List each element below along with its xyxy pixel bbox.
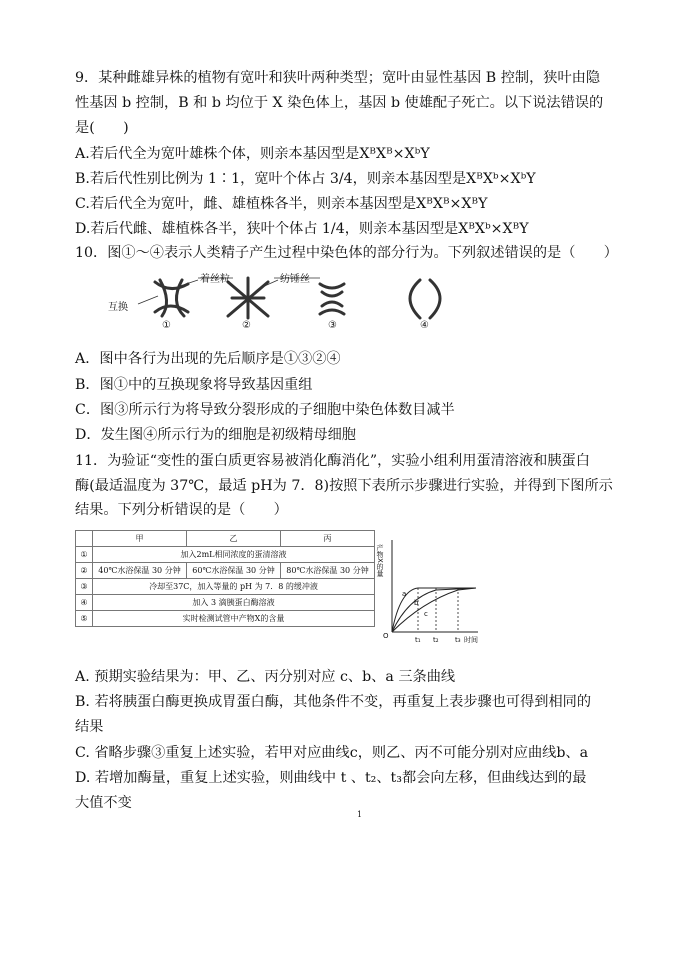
step-cell: 40℃水浴保温 30 分钟	[93, 563, 187, 579]
step-cell: 冷却至37C，加入等量的 pH 为 7．8 的缓冲液	[93, 579, 375, 595]
q10-option-c: C．图③所示行为将导致分裂形成的子细胞中染色体数目减半	[75, 402, 455, 418]
step-number: ④	[76, 595, 93, 611]
table-row	[76, 579, 375, 595]
q9-option-b: B.若后代性别比例为 1∶1，宽叶个体占 3/4，则亲本基因型是XᴮXᵇ×XᵇY	[75, 171, 536, 187]
q9-stem-line2: 性基因 b 控制，B 和 b 均位于 X 染色体上，基因 b 使雄配子死亡。以下说法错误的	[75, 95, 604, 111]
tick-t2: t₂	[433, 636, 439, 644]
tick-t1: t₁	[415, 636, 421, 644]
table-row	[76, 611, 375, 627]
q11-stem-line1: 11．为验证“变性的蛋白质更容易被消化酶消化”，实验小组利用蛋清溶液和胰蛋白	[75, 453, 590, 469]
table-corner-cell	[76, 531, 93, 547]
q9-option-a: A.若后代全为宽叶雄株个体，则亲本基因型是XᴮXᴮ×XᵇY	[75, 146, 430, 162]
label-chiasma: 互换	[108, 302, 128, 313]
q11-option-d-line1: D. 若增加酶量，重复上述实验，则曲线中 t 、t₂、t₃都会向左移，但曲线达到的最	[75, 770, 587, 786]
graph-xlabel: 时间	[464, 636, 478, 644]
q10-option-a: A．图中各行为出现的先后顺序是①③②④	[75, 351, 341, 367]
tick-t3: t₃	[455, 636, 461, 644]
product-time-graph	[378, 530, 488, 645]
q10-option-d: D．发生图④所示行为的细胞是初级精母细胞	[75, 427, 356, 443]
table-row	[76, 563, 375, 579]
label-chromatid: 着丝粒	[200, 274, 230, 285]
chromosome-behavior-figure	[100, 272, 460, 330]
q10-option-b: B．图①中的互换现象将导致基因重组	[75, 377, 313, 393]
table-row	[76, 595, 375, 611]
fig-number-1: ①	[162, 320, 171, 331]
label-spindle: 纺锤丝	[280, 274, 310, 285]
graph-origin: O	[383, 632, 389, 640]
q9-stem-line3: 是( )	[75, 120, 129, 136]
step-cell: 加入2mL相同浓度的蛋清溶液	[93, 547, 375, 563]
table-header-jia: 甲	[93, 531, 187, 547]
q9-stem-line1: 9．某种雌雄异株的植物有宽叶和狭叶两种类型；宽叶由显性基因 B 控制，狭叶由隐	[75, 70, 601, 86]
q11-option-c: C. 省略步骤③重复上述实验，若甲对应曲线c，则乙、丙不可能分别对应曲线b、a	[75, 745, 589, 761]
q9-option-c: C.若后代全为宽叶，雌、雄植株各半，则亲本基因型是XᴮXᴮ×XᴮY	[75, 196, 488, 212]
fig-number-2: ②	[242, 320, 251, 331]
q10-stem: 10．图①～④表示人类精子产生过程中染色体的部分行为。下列叙述错误的是（ ）	[75, 245, 618, 261]
q11-option-b-line1: B. 若将胰蛋白酶更换成胃蛋白酶，其他条件不变，再重复上表步骤也可得到相同的	[75, 694, 592, 710]
q11-option-b-line2: 结果	[75, 719, 104, 735]
table-header-yi: 乙	[187, 531, 281, 547]
step-cell: 60℃水浴保温 30 分钟	[187, 563, 281, 579]
step-number: ③	[76, 579, 93, 595]
page-number: 1	[357, 810, 363, 819]
table-header-bing: 丙	[281, 531, 375, 547]
curve-label-c: c	[424, 610, 428, 618]
step-number: ①	[76, 547, 93, 563]
q11-option-a: A. 预期实验结果为：甲、乙、丙分别对应 c、b、a 三条曲线	[75, 669, 456, 685]
q11-stem-line2: 酶(最适温度为 37℃，最适 pH为 7．8)按照下表所示步骤进行实验，并得到下图所示	[75, 478, 613, 494]
step-number: ②	[76, 563, 93, 579]
q11-stem-line3: 结果。下列分析错误的是（ ）	[75, 502, 288, 518]
q9-option-d: D.若后代雌、雄植株各半，狭叶个体占 1/4，则亲本基因型是XᴮXᵇ×XᴮY	[75, 221, 529, 237]
step-cell: 加入 3 滴胰蛋白酶溶液	[93, 595, 375, 611]
step-cell: 80℃水浴保温 30 分钟	[281, 563, 375, 579]
graph-ylabel: 产物X的量	[376, 544, 384, 577]
table-row	[76, 547, 375, 563]
experiment-steps-table	[75, 530, 375, 627]
step-cell: 实时检测试管中产物X的含量	[93, 611, 375, 627]
curve-label-a: a	[402, 590, 407, 598]
table-header-row	[76, 531, 375, 547]
fig-number-4: ④	[420, 320, 429, 331]
fig-number-3: ③	[328, 320, 337, 331]
step-number: ⑤	[76, 611, 93, 627]
q11-option-d-line2: 大值不变	[75, 795, 132, 811]
curve-label-b: b	[414, 599, 419, 607]
